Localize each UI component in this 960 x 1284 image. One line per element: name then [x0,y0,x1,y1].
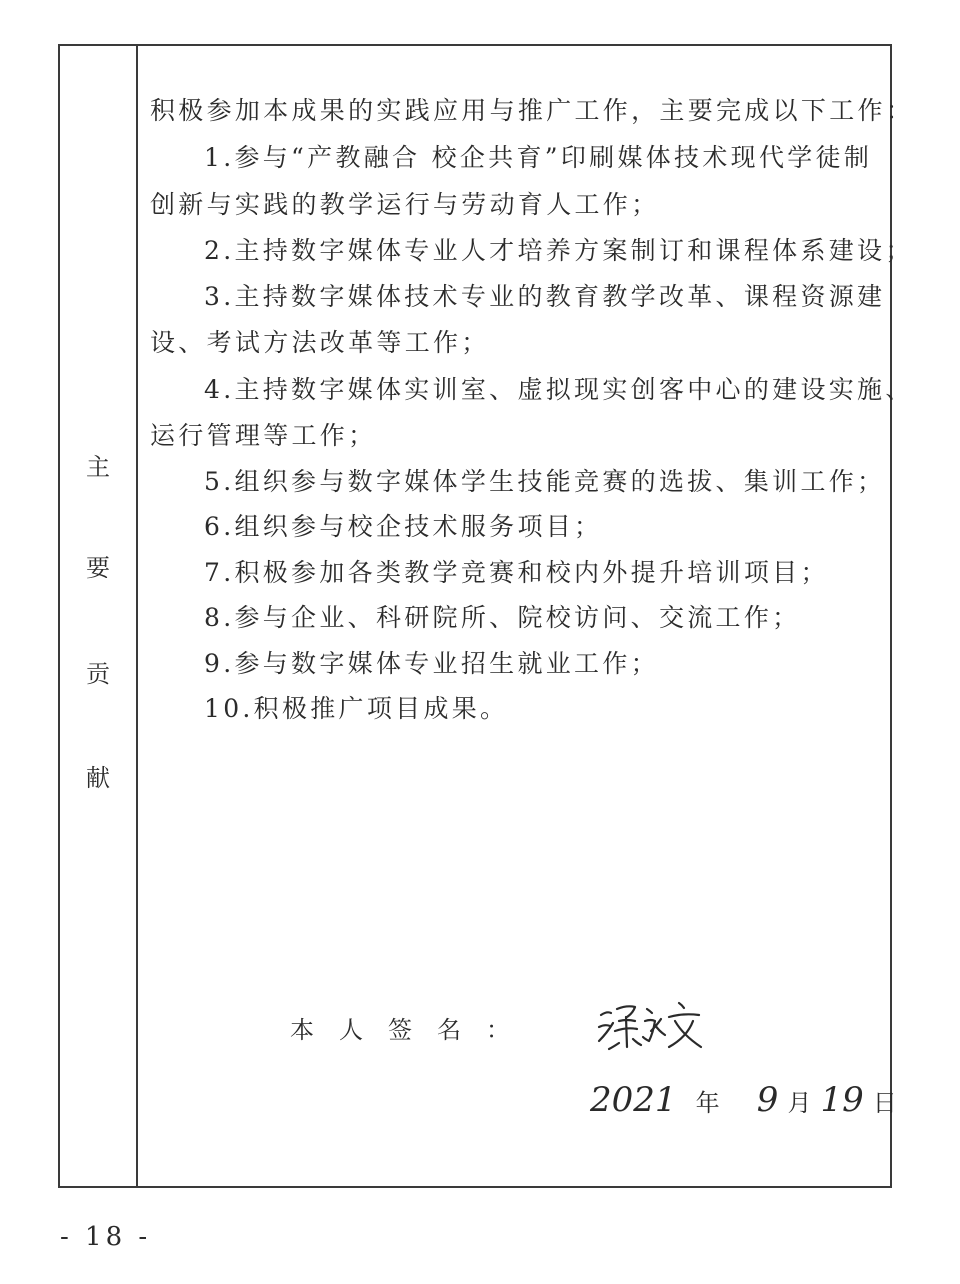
section-label-column [60,46,138,1186]
date-month: 9 [756,1080,779,1120]
content-line: 4.主持数字媒体实训室、虚拟现实创客中心的建设实施、 [204,375,914,404]
section-label-char: 主 [86,453,110,481]
content-line: 8.参与企业、科研院所、院校访问、交流工作； [204,603,801,632]
section-label-char: 贡 [86,660,110,688]
signature-date [590,1080,901,1120]
content-line: 7.积极参加各类教学竞赛和校内外提升培训项目； [204,558,829,587]
date-year-unit: 年 [695,1088,720,1117]
date-year: 2021 [590,1080,677,1120]
date-day-unit: 日 [872,1088,897,1117]
content-line: 3.主持数字媒体技术专业的教育教学改革、课程资源建 [204,282,886,311]
page-number: - 18 - [60,1222,152,1252]
handwritten-signature [595,995,715,1059]
content-line: 创新与实践的教学运行与劳动育人工作； [150,190,660,219]
content-line: 10.积极推广项目成果。 [204,694,509,723]
date-day: 19 [820,1080,864,1120]
content-line: 1.参与“产教融合 校企共育”印刷媒体技术现代学徒制 [204,143,873,172]
content-line: 6.组织参与校企技术服务项目； [204,512,603,541]
date-month-unit: 月 [787,1088,812,1117]
content-line: 2.主持数字媒体专业人才培养方案制订和课程体系建设； [204,236,914,265]
content-line: 5.组织参与数字媒体学生技能竞赛的选拔、集训工作； [204,467,886,496]
content-line: 9.参与数字媒体专业招生就业工作； [204,649,659,678]
content-line: 积极参加本成果的实践应用与推广工作，主要完成以下工作： [150,96,915,125]
section-label-char: 献 [86,764,110,792]
signature-label: 本人签名： [290,1016,535,1044]
signature-strokes-icon [595,995,715,1055]
content-line: 设、考试方法改革等工作； [150,328,490,357]
content-line: 运行管理等工作； [150,421,377,450]
section-label-char: 要 [86,554,110,582]
